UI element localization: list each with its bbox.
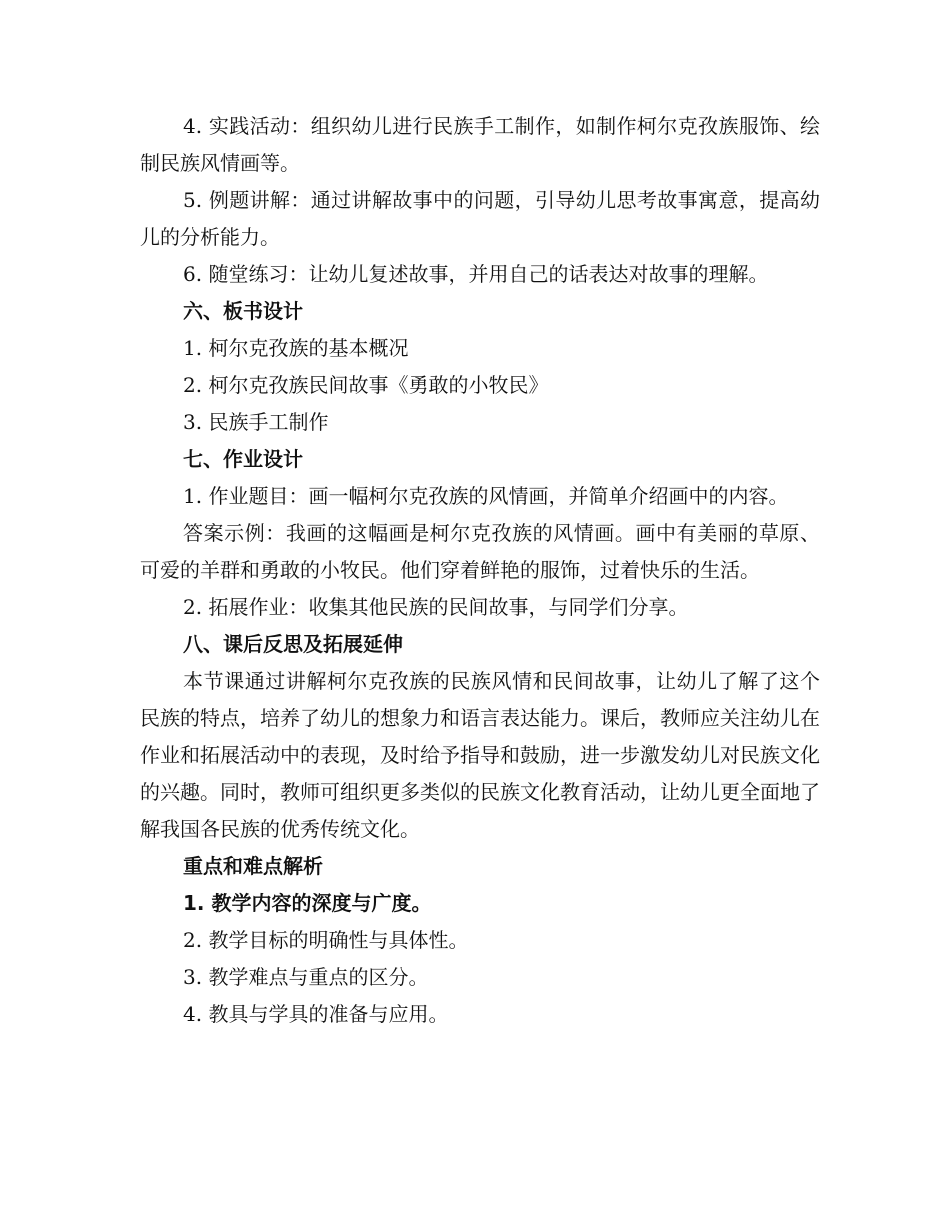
analysis-item-1: 1. 教学内容的深度与广度。 — [183, 891, 432, 915]
board-item-2: 2. 柯尔克孜族民间故事《勇敢的小牧民》 — [183, 373, 549, 397]
document-body — [140, 108, 820, 1033]
practice-item-6: 6. 随堂练习：让幼儿复述故事，并用自己的话表达对故事的理解。 — [183, 262, 769, 286]
practice-item-4: 4. 实践活动：组织幼儿进行民族手工制作，如制作柯尔克孜族服饰、绘制民族风情画等。 — [140, 114, 820, 175]
board-item-3: 3. 民族手工制作 — [183, 410, 329, 434]
homework-answer: 答案示例：我画的这幅画是柯尔克孜族的风情画。画中有美丽的草原、可爱的羊群和勇敢的小牧民。他们穿着鲜艳的服饰，过着快乐的生活。 — [140, 521, 820, 582]
homework-item-1: 1. 作业题目：画一幅柯尔克孜族的风情画，并简单介绍画中的内容。 — [183, 484, 789, 508]
section-7-heading: 七、作业设计 — [183, 447, 303, 471]
practice-item-5: 5. 例题讲解：通过讲解故事中的问题，引导幼儿思考故事寓意，提高幼儿的分析能力。 — [140, 188, 820, 249]
section-6-heading: 六、板书设计 — [183, 299, 303, 323]
homework-item-2: 2. 拓展作业：收集其他民族的民间故事，与同学们分享。 — [183, 595, 689, 619]
board-item-1: 1. 柯尔克孜族的基本概况 — [183, 336, 409, 360]
section-8-heading: 八、课后反思及拓展延伸 — [183, 632, 403, 656]
analysis-heading: 重点和难点解析 — [183, 854, 323, 878]
analysis-item-4: 4. 教具与学具的准备与应用。 — [183, 1002, 449, 1026]
analysis-item-2: 2. 教学目标的明确性与具体性。 — [183, 928, 469, 952]
reflection-paragraph: 本节课通过讲解柯尔克孜族的民族风情和民间故事，让幼儿了解了这个民族的特点，培养了幼儿的想象力和语言表达能力。课后，教师应关注幼儿在作业和拓展活动中的表现，及时给予指导和鼓励，进一步激发幼儿对民族文化的兴趣。同时，教师可组织更多类似的民族文化教育活动，让幼儿更全面地了解我国各民族的优秀传统文化。 — [140, 669, 820, 841]
analysis-item-3: 3. 教学难点与重点的区分。 — [183, 965, 429, 989]
